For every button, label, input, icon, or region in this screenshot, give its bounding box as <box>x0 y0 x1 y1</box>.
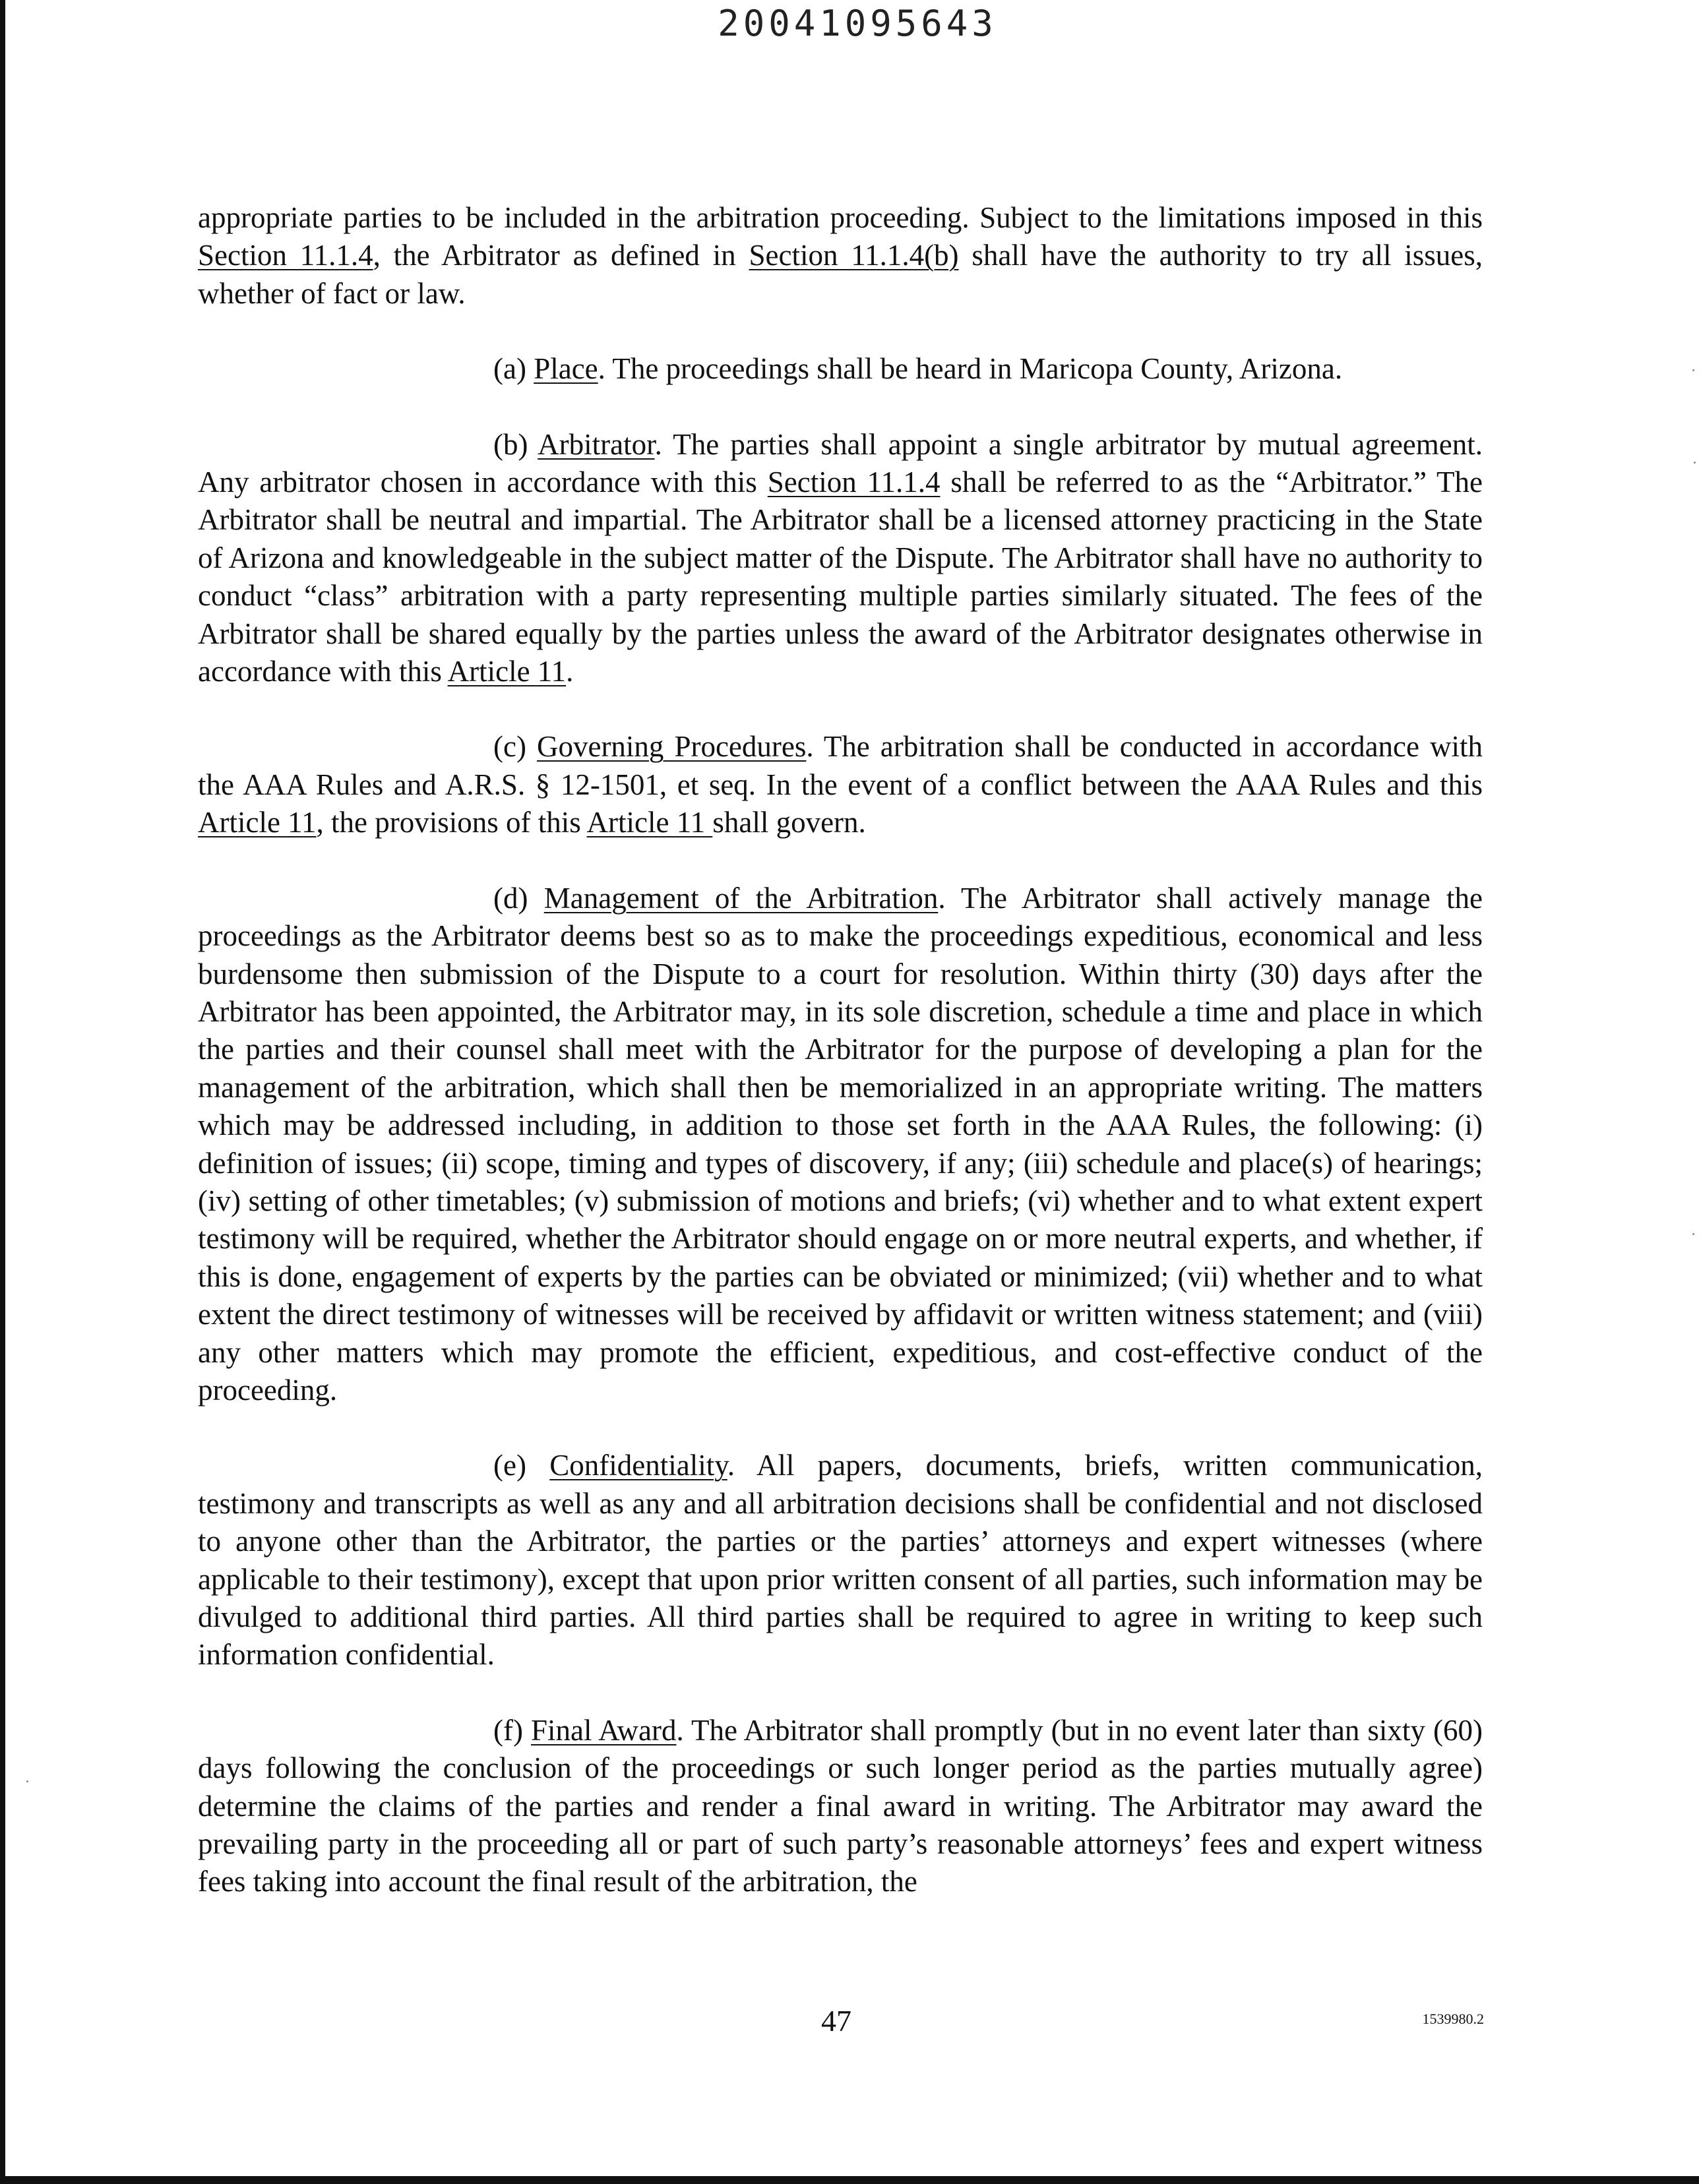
clause-text: . The arbitration shall be conducted in accordance with the AAA Rules and A.R.S. § 12-1501, et seq. In the event of a conflict between the AAA Rules and this <box>198 730 1483 801</box>
clause-text: . The Arbitrator shall actively manage the proceedings as the Arbitrator deems best so as to make the proceedings expeditious, economical and less burdensome then submission of the Dispute to a court for resolution. Within thirty (30) days after the Arbitrator has been appointed, the Arbitrator may, in its sole discretion, schedule a time and place in which the parties and their counsel shall meet with the Arbitrator for the purpose of developing a plan for the management of the arbitration, which shall then be memorialized in an appropriate writing. The matters which may be addressed including, in addition to those set forth in the AAA Rules, the following: (i) definition of issues; (ii) scope, timing and types of discovery, if any; (iii) schedule and place(s) of hearings; (iv) setting of other timetables; (v) submission of motions and briefs; (vi) whether and to what extent expert testimony will be required, whether the Arbitrator should engage on or more neutral experts, and whether, if this is done, engagement of experts by the parties can be obviated or minimized; (vii) whether and to what extent the direct testimony of witnesses will be received by affidavit or written witness statement; and (viii) any other matters which may promote the efficient, expeditious, and cost-effective conduct of the proceeding. <box>198 881 1483 1407</box>
clause-text: . The parties shall appoint a single arbitrator by mutual agreement. Any arbitrator chosen in accordance with this <box>198 427 1483 499</box>
clause-d-management <box>198 880 1483 1410</box>
document-body <box>198 199 1483 1939</box>
section-reference: Section 11.1.4(b) <box>749 239 959 272</box>
clause-marker: (d) <box>493 881 544 915</box>
section-reference: Section 11.1.4 <box>767 466 941 499</box>
clause-heading: Arbitrator <box>538 427 655 461</box>
clause-marker: (e) <box>493 1449 550 1482</box>
recording-number: 20041095643 <box>718 3 997 44</box>
clause-e-confidentiality <box>198 1447 1483 1674</box>
article-reference: Article 11 <box>198 806 317 839</box>
bottom-scan-border <box>0 2176 1699 2184</box>
clause-heading: Confidentiality <box>549 1449 727 1482</box>
section-reference: Section 11.1.4 <box>198 239 373 272</box>
clause-heading: Final Award <box>531 1713 677 1747</box>
scan-speck <box>1692 1233 1694 1235</box>
clause-text: . The proceedings shall be heard in Maricopa County, Arizona. <box>598 352 1343 386</box>
article-reference: Article 11 <box>586 806 713 839</box>
clause-heading: Place <box>534 352 598 386</box>
clause-text: shall govern. <box>712 806 866 839</box>
clause-marker: (a) <box>493 352 534 386</box>
clause-text: shall be referred to as the “Arbitrator.” The Arbitrator shall be neutral and impartial. The Arbitrator shall be a licensed attorney practicing in the State of Arizona and knowledgeable in the subject matter of the Dispute. The Arbitrator shall have no authority to conduct “class” arbitration with a party representing multiple parties similarly situated. The fees of the Arbitrator shall be shared equally by the parties unless the award of the Arbitrator designates otherwise in accordance with this <box>198 466 1483 688</box>
clause-f-final-award <box>198 1712 1483 1901</box>
clause-b-arbitrator <box>198 426 1483 691</box>
paragraph-text: appropriate parties to be included in the arbitration proceeding. Subject to the limitations imposed in this <box>198 201 1483 234</box>
clause-marker: (f) <box>493 1713 532 1747</box>
document-id: 1539980.2 <box>1422 2011 1484 2027</box>
continuation-paragraph <box>198 199 1483 313</box>
left-scan-border <box>0 0 5 2184</box>
clause-marker: (c) <box>493 730 537 764</box>
article-reference: Article 11 <box>447 655 567 688</box>
scan-speck <box>1694 462 1696 464</box>
clause-c-governing-procedures <box>198 728 1483 841</box>
paragraph-text: , the Arbitrator as defined in <box>373 239 749 272</box>
page-number: 47 <box>821 2004 851 2038</box>
clause-heading: Governing Procedures <box>536 730 807 764</box>
paragraph-text: shall have the authority to try all issues, whether of fact or law. <box>198 239 1483 310</box>
clause-text: , the provisions of this <box>316 806 587 839</box>
clause-text: . All papers, documents, briefs, written communication, testimony and transcripts as well as any and all arbitration decisions shall be confidential and not disclosed to anyone other than the Arbitrator, the parties or the parties’ attorneys and expert witnesses (where applicable to their testimony), except that upon prior written consent of all parties, such information may be divulged to additional third parties. All third parties shall be required to agree in writing to keep such information confidential. <box>198 1449 1483 1672</box>
clause-marker: (b) <box>493 427 538 461</box>
clause-text: . <box>566 655 574 688</box>
scan-speck <box>1692 369 1694 371</box>
scan-speck <box>26 1780 28 1782</box>
clause-text: . The Arbitrator shall promptly (but in no event later than sixty (60) days following the conclusion of the proceedings or such longer period as the parties mutually agree) determine the claims of the parties and render a final award in writing. The Arbitrator may award the prevailing party in the proceeding all or part of such party’s reasonable attorneys’ fees and expert witness fees taking into account the final result of the arbitration, the <box>198 1713 1483 1898</box>
clause-a-place <box>198 350 1483 388</box>
clause-heading: Management of the Arbitration <box>543 881 939 915</box>
